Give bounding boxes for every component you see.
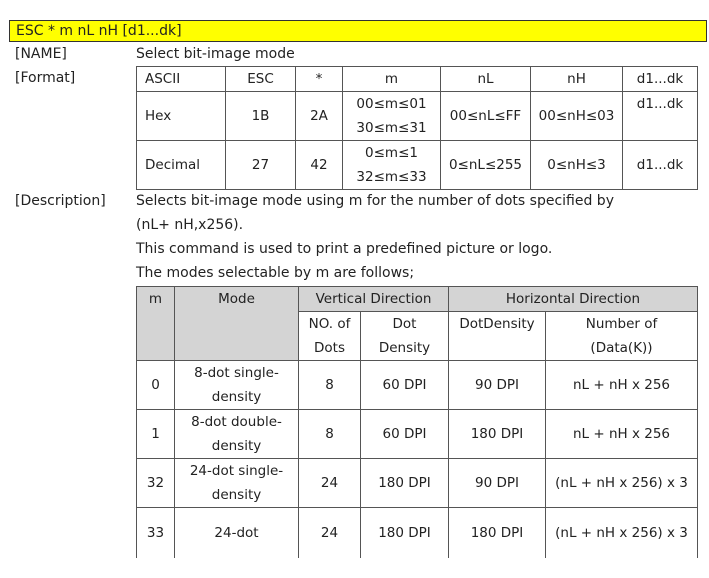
header-mode: Mode [175,287,299,361]
format-cell: Decimal [137,141,226,190]
cell-horizontal-density: 90 DPI [449,459,546,508]
cell-dots: 24 [299,459,361,508]
header-vertical-density: Dot [361,312,449,337]
format-cell: 42 [296,141,343,190]
header-vertical-density-2: Density [361,336,449,361]
format-label: [Format] [15,70,76,86]
cell-number: nL + nH x 256 [546,410,698,459]
format-cell: 0≤nH≤3 [531,141,623,190]
format-cell: 2A [296,92,343,141]
format-table [136,66,698,190]
table-row [137,459,698,508]
cell-vertical-density: 180 DPI [361,459,449,508]
cell-horizontal-density: 180 DPI [449,508,546,558]
format-cell: nL [441,67,531,92]
format-cell: nH [531,67,623,92]
description-line: Selects bit-image mode using m for the number of dots specified by [136,193,614,209]
format-cell: d1...dk [623,141,698,190]
table-row [137,508,698,558]
header-m: m [137,287,175,361]
header-dots-2: Dots [299,336,361,361]
cell-mode [175,410,299,459]
cell-m: 1 [137,410,175,459]
format-range-a: 0≤m≤1 [365,145,418,161]
format-cell: 1B [226,92,296,141]
format-row-hex [137,92,698,141]
header-number-2: (Data(K)) [546,336,698,361]
header-number: Number of [546,312,698,337]
cell-number: nL + nH x 256 [546,361,698,410]
format-row-decimal [137,141,698,190]
cell-vertical-density: 60 DPI [361,410,449,459]
format-cell: d1...dk [623,67,698,92]
header-horizontal-density: DotDensity [449,312,546,361]
cell-vertical-density: 60 DPI [361,361,449,410]
format-cell: d1...dk [623,92,698,141]
cell-mode [175,459,299,508]
description-line: This command is used to print a predefined picture or logo. [136,241,553,257]
table-row [137,361,698,410]
format-cell: 00≤nH≤03 [531,92,623,141]
cell-mode-line: 24-dot single- [189,463,284,479]
header-vertical-direction: Vertical Direction [299,287,449,312]
format-cell: ESC [226,67,296,92]
format-row-ascii [137,67,698,92]
format-cell: 0≤nL≤255 [441,141,531,190]
modes-table [136,286,698,558]
header-horizontal-direction: Horizontal Direction [449,287,698,312]
table-row [137,410,698,459]
command-header: ESC * m nL nH [d1...dk] [9,20,707,42]
modes-header-row [137,287,698,312]
cell-dots: 8 [299,410,361,459]
cell-vertical-density: 180 DPI [361,508,449,558]
format-range-b: 32≤m≤33 [356,169,427,185]
cell-number: (nL + nH x 256) x 3 [546,459,698,508]
cell-mode-line: density [211,389,262,405]
cell-number: (nL + nH x 256) x 3 [546,508,698,558]
header-dots: NO. of [299,312,361,337]
format-cell: * [296,67,343,92]
cell-mode-line: density [211,487,262,503]
description-line: (nL+ nH,x256). [136,217,244,233]
cell-mode [175,361,299,410]
format-cell: 27 [226,141,296,190]
cell-horizontal-density: 90 DPI [449,361,546,410]
name-value: Select bit-image mode [136,46,295,62]
format-range-a: 00≤m≤01 [356,96,427,112]
format-cell: m [343,67,441,92]
description-label: [Description] [15,193,106,209]
format-cell-range [343,92,441,141]
cell-m: 33 [137,508,175,558]
cell-dots: 24 [299,508,361,558]
cell-mode: 24-dot [175,508,299,558]
cell-m: 32 [137,459,175,508]
format-cell: ASCII [137,67,226,92]
format-cell: 00≤nL≤FF [441,92,531,141]
cell-dots: 8 [299,361,361,410]
cell-m: 0 [137,361,175,410]
format-range-b: 30≤m≤31 [356,120,427,136]
cell-mode-line: density [211,438,262,454]
format-cell-range [343,141,441,190]
cell-mode-line: 8-dot single- [194,365,279,381]
name-label: [NAME] [15,46,67,62]
cell-mode-line: 8-dot double- [191,414,282,430]
format-cell: Hex [137,92,226,141]
description-line: The modes selectable by m are follows; [136,265,415,281]
cell-horizontal-density: 180 DPI [449,410,546,459]
